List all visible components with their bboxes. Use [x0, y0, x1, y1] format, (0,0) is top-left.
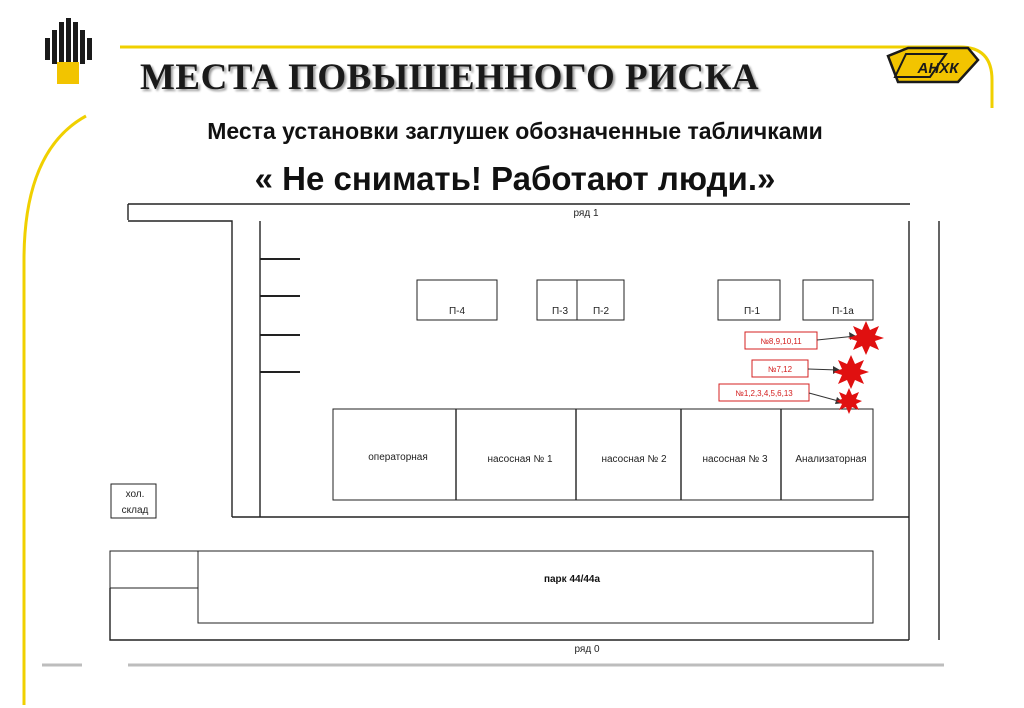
- tank-p3-label: П-3: [551, 306, 569, 317]
- plug-tag-3-label: №1,2,3,4,5,6,13: [735, 389, 793, 398]
- left-road-outer: [125, 221, 232, 517]
- page-subtitle: Места установки заглушек обозначенные табличками: [207, 118, 823, 144]
- tank-p4: [417, 280, 497, 320]
- danger-star-icon: [833, 355, 869, 389]
- row-top-label: ряд 1: [573, 208, 599, 219]
- tank-p2-label: П-2: [592, 306, 610, 317]
- tank-p1a-label: П-1а: [832, 306, 854, 317]
- main-building: [333, 409, 873, 500]
- tank-p1: [718, 280, 780, 320]
- logo-right-text: АНХК: [917, 60, 959, 77]
- plug-tag-2-label: №7,12: [767, 365, 793, 374]
- tank-p1a: [803, 280, 873, 320]
- pump-room-3-label: насосная № 3: [702, 454, 768, 465]
- tank-p3: [537, 280, 577, 320]
- danger-star-icon: [848, 321, 884, 355]
- tank-p2: [577, 280, 624, 320]
- pump-room-1-label: насосная № 1: [487, 454, 553, 465]
- tank-p4-label: П-4: [448, 306, 466, 317]
- plug-tag-1-label: №8,9,10,11: [760, 337, 802, 346]
- operator-room-label: операторная: [368, 452, 428, 463]
- cold-storage: [111, 484, 156, 518]
- analyzer-room-label: Анализаторная: [795, 454, 867, 465]
- tank-p1-label: П-1: [743, 306, 761, 317]
- warning-sign-text: « Не снимать! Работают люди.»: [254, 160, 776, 197]
- plug-tag-2: [752, 360, 840, 377]
- cold-storage-label-1: хол.: [125, 489, 145, 500]
- plug-tag-3: [719, 384, 844, 404]
- row-bottom-label: ряд 0: [574, 644, 600, 655]
- plug-tag-1: [745, 332, 856, 349]
- pump-room-2-label: насосная № 2: [601, 454, 667, 465]
- tank-park: [110, 551, 873, 623]
- park-label: парк 44/44а: [543, 574, 601, 585]
- page-title: МЕСТА ПОВЫШЕННОГО РИСКА: [140, 57, 760, 98]
- cold-storage-label-2: склад: [121, 505, 149, 516]
